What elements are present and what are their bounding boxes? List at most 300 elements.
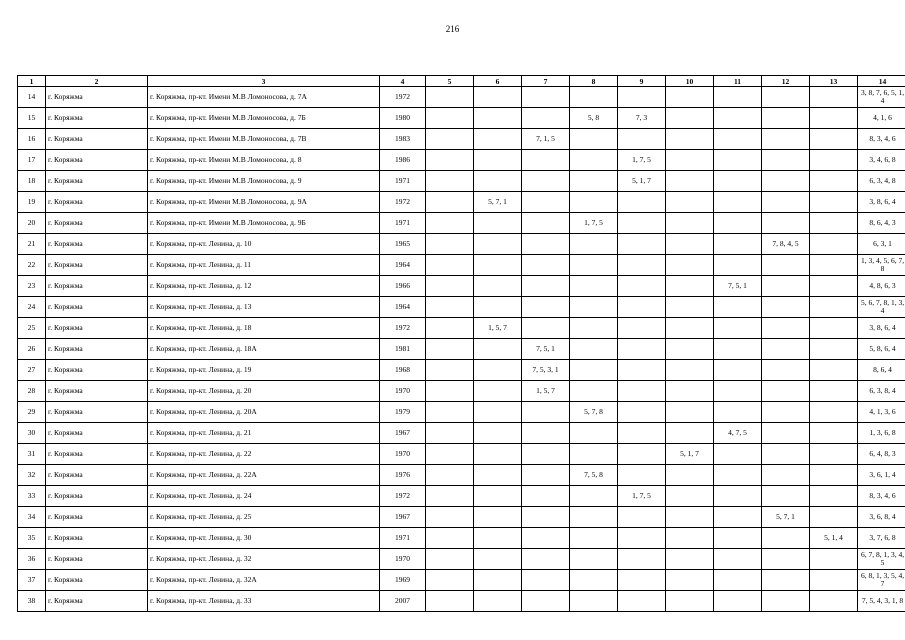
table-cell [714, 339, 762, 360]
table-cell: 4, 1, 3, 6 [858, 402, 905, 423]
year-cell: 1970 [380, 549, 426, 570]
table-cell: 8, 6, 4, 3 [858, 213, 905, 234]
table-cell [570, 549, 618, 570]
table-cell: 4, 7, 5 [714, 423, 762, 444]
column-header: 8 [570, 76, 618, 87]
city-cell: г. Коряжма [46, 444, 148, 465]
table-cell [522, 297, 570, 318]
table-cell [762, 213, 810, 234]
year-cell: 1983 [380, 129, 426, 150]
city-cell: г. Коряжма [46, 339, 148, 360]
city-cell: г. Коряжма [46, 129, 148, 150]
city-cell: г. Коряжма [46, 507, 148, 528]
table-cell [474, 129, 522, 150]
city-cell: г. Коряжма [46, 465, 148, 486]
city-cell: г. Коряжма [46, 297, 148, 318]
table-cell [570, 171, 618, 192]
table-cell [522, 108, 570, 129]
table-cell [714, 591, 762, 612]
table-cell [762, 591, 810, 612]
address-cell: г. Коряжма, пр-кт. Ленина, д. 18А [148, 339, 380, 360]
table-row [18, 171, 905, 192]
city-cell: г. Коряжма [46, 423, 148, 444]
table-cell: 4, 8, 6, 3 [858, 276, 905, 297]
table-row [18, 381, 905, 402]
table-cell [522, 150, 570, 171]
table-cell [666, 423, 714, 444]
table-cell [426, 318, 474, 339]
table-cell [618, 570, 666, 591]
table-cell [426, 150, 474, 171]
table-cell [426, 465, 474, 486]
table-cell [618, 423, 666, 444]
city-cell: г. Коряжма [46, 381, 148, 402]
address-cell: г. Коряжма, пр-кт. Имени М.В Ломоносова, д. 7А [148, 87, 380, 108]
table-cell [570, 129, 618, 150]
year-cell: 1967 [380, 423, 426, 444]
table-cell [618, 591, 666, 612]
table-cell: 3, 8, 6, 4 [858, 318, 905, 339]
table-cell [762, 486, 810, 507]
table-cell [570, 318, 618, 339]
column-header: 2 [46, 76, 148, 87]
address-cell: г. Коряжма, пр-кт. Ленина, д. 33 [148, 591, 380, 612]
table-cell [762, 381, 810, 402]
table-row [18, 276, 905, 297]
table-cell [810, 87, 858, 108]
table-cell [474, 486, 522, 507]
table-cell [426, 87, 474, 108]
table-cell [618, 297, 666, 318]
table-cell [810, 276, 858, 297]
table-cell [474, 297, 522, 318]
table-cell [762, 171, 810, 192]
year-cell: 1966 [380, 276, 426, 297]
table-cell [426, 108, 474, 129]
table-cell [426, 297, 474, 318]
table-row [18, 360, 905, 381]
column-header: 14 [858, 76, 905, 87]
city-cell: г. Коряжма [46, 528, 148, 549]
table-cell [762, 444, 810, 465]
year-cell: 1971 [380, 171, 426, 192]
table-cell [474, 465, 522, 486]
address-cell: г. Коряжма, пр-кт. Имени М.В Ломоносова, д. 9 [148, 171, 380, 192]
table-cell: 5, 1, 7 [666, 444, 714, 465]
row-number: 19 [18, 192, 46, 213]
row-number: 26 [18, 339, 46, 360]
year-cell: 1972 [380, 192, 426, 213]
row-number: 31 [18, 444, 46, 465]
table-cell: 7, 5, 8 [570, 465, 618, 486]
row-number: 33 [18, 486, 46, 507]
table-cell [618, 213, 666, 234]
address-cell: г. Коряжма, пр-кт. Имени М.В Ломоносова, д. 9Б [148, 213, 380, 234]
address-cell: г. Коряжма, пр-кт. Ленина, д. 32А [148, 570, 380, 591]
table-cell [474, 549, 522, 570]
row-number: 17 [18, 150, 46, 171]
table-row [18, 255, 905, 276]
table-row [18, 591, 905, 612]
table-cell [426, 507, 474, 528]
year-cell: 2007 [380, 591, 426, 612]
table-cell [426, 549, 474, 570]
table-cell [666, 381, 714, 402]
address-cell: г. Коряжма, пр-кт. Ленина, д. 12 [148, 276, 380, 297]
table-cell [426, 528, 474, 549]
table-cell [570, 528, 618, 549]
table-cell [666, 129, 714, 150]
table-cell [618, 87, 666, 108]
table-cell [810, 591, 858, 612]
table-cell [522, 171, 570, 192]
table-cell [522, 591, 570, 612]
column-header: 1 [18, 76, 46, 87]
table-cell [714, 570, 762, 591]
table-cell [522, 444, 570, 465]
table-cell [762, 549, 810, 570]
city-cell: г. Коряжма [46, 276, 148, 297]
table-cell [714, 213, 762, 234]
table-cell [618, 465, 666, 486]
table-cell [666, 570, 714, 591]
table-cell: 4, 1, 6 [858, 108, 905, 129]
table-cell [426, 444, 474, 465]
table-cell [810, 129, 858, 150]
row-number: 29 [18, 402, 46, 423]
address-cell: г. Коряжма, пр-кт. Ленина, д. 18 [148, 318, 380, 339]
city-cell: г. Коряжма [46, 192, 148, 213]
row-number: 27 [18, 360, 46, 381]
table-cell [570, 276, 618, 297]
city-cell: г. Коряжма [46, 402, 148, 423]
table-cell: 1, 5, 7 [522, 381, 570, 402]
table-row [18, 570, 905, 591]
address-cell: г. Коряжма, пр-кт. Имени М.В Ломоносова, д. 9А [148, 192, 380, 213]
table-cell: 3, 6, 1, 4 [858, 465, 905, 486]
table-cell [426, 381, 474, 402]
table-cell [810, 108, 858, 129]
table-cell [810, 213, 858, 234]
table-cell [474, 507, 522, 528]
table-cell [714, 528, 762, 549]
table-cell [474, 234, 522, 255]
year-cell: 1964 [380, 297, 426, 318]
table-row [18, 318, 905, 339]
table-cell [522, 318, 570, 339]
address-cell: г. Коряжма, пр-кт. Ленина, д. 30 [148, 528, 380, 549]
table-cell [666, 486, 714, 507]
row-number: 32 [18, 465, 46, 486]
table-row [18, 129, 905, 150]
table-cell: 1, 7, 5 [618, 150, 666, 171]
year-cell: 1965 [380, 234, 426, 255]
table-cell [666, 255, 714, 276]
table-row [18, 192, 905, 213]
table-cell [810, 423, 858, 444]
city-cell: г. Коряжма [46, 255, 148, 276]
table-cell [570, 360, 618, 381]
address-cell: г. Коряжма, пр-кт. Ленина, д. 20А [148, 402, 380, 423]
city-cell: г. Коряжма [46, 87, 148, 108]
table-cell [426, 255, 474, 276]
year-cell: 1968 [380, 360, 426, 381]
table-cell [618, 444, 666, 465]
table-cell [570, 87, 618, 108]
table-cell: 5, 1, 4 [810, 528, 858, 549]
row-number: 22 [18, 255, 46, 276]
table-cell [570, 423, 618, 444]
table-cell: 3, 4, 6, 8 [858, 150, 905, 171]
table-cell [666, 339, 714, 360]
table-cell [426, 360, 474, 381]
table-cell [618, 318, 666, 339]
table-cell: 5, 7, 1 [762, 507, 810, 528]
table-row [18, 297, 905, 318]
year-cell: 1972 [380, 87, 426, 108]
table-cell [522, 192, 570, 213]
table-cell [474, 255, 522, 276]
year-cell: 1972 [380, 486, 426, 507]
table-cell [618, 549, 666, 570]
table-header-row [18, 76, 905, 87]
column-header: 4 [380, 76, 426, 87]
table-cell [522, 213, 570, 234]
city-cell: г. Коряжма [46, 570, 148, 591]
row-number: 20 [18, 213, 46, 234]
column-header: 7 [522, 76, 570, 87]
table-cell [618, 507, 666, 528]
year-cell: 1970 [380, 381, 426, 402]
table-cell [426, 423, 474, 444]
table-cell: 1, 7, 5 [570, 213, 618, 234]
table-cell [810, 339, 858, 360]
table-cell [474, 423, 522, 444]
table-cell: 3, 8, 7, 6, 5, 1, 4 [858, 87, 905, 108]
table-cell [474, 213, 522, 234]
table-cell [570, 255, 618, 276]
row-number: 18 [18, 171, 46, 192]
column-header: 11 [714, 76, 762, 87]
table-cell [762, 150, 810, 171]
city-cell: г. Коряжма [46, 486, 148, 507]
table-cell: 5, 1, 7 [618, 171, 666, 192]
row-number: 36 [18, 549, 46, 570]
address-cell: г. Коряжма, пр-кт. Ленина, д. 20 [148, 381, 380, 402]
table-cell [474, 381, 522, 402]
table-cell [426, 213, 474, 234]
table-row [18, 423, 905, 444]
table-cell [762, 255, 810, 276]
table-cell [666, 150, 714, 171]
table-cell [714, 318, 762, 339]
table-cell [810, 255, 858, 276]
table-cell: 7, 1, 5 [522, 129, 570, 150]
table-cell [570, 381, 618, 402]
table-cell [762, 402, 810, 423]
year-cell: 1967 [380, 507, 426, 528]
table-cell [810, 360, 858, 381]
table-cell [522, 423, 570, 444]
table-cell [426, 192, 474, 213]
address-cell: г. Коряжма, пр-кт. Ленина, д. 13 [148, 297, 380, 318]
table-cell [522, 276, 570, 297]
row-number: 15 [18, 108, 46, 129]
table-cell [762, 297, 810, 318]
table-cell [810, 444, 858, 465]
table-cell [570, 507, 618, 528]
year-cell: 1980 [380, 108, 426, 129]
column-header: 9 [618, 76, 666, 87]
table-row [18, 213, 905, 234]
table-cell: 5, 6, 7, 8, 1, 3, 4 [858, 297, 905, 318]
city-cell: г. Коряжма [46, 318, 148, 339]
table-cell [810, 234, 858, 255]
table-cell [762, 339, 810, 360]
table-cell [426, 129, 474, 150]
city-cell: г. Коряжма [46, 234, 148, 255]
table-cell [474, 444, 522, 465]
table-cell [714, 234, 762, 255]
table-cell [522, 507, 570, 528]
table-cell: 7, 5, 1 [522, 339, 570, 360]
city-cell: г. Коряжма [46, 213, 148, 234]
table-cell [618, 360, 666, 381]
table-cell [570, 591, 618, 612]
year-cell: 1976 [380, 465, 426, 486]
table-cell [522, 549, 570, 570]
year-cell: 1970 [380, 444, 426, 465]
address-cell: г. Коряжма, пр-кт. Ленина, д. 22А [148, 465, 380, 486]
table-cell [618, 381, 666, 402]
column-header: 3 [148, 76, 380, 87]
table-cell [618, 339, 666, 360]
table-cell [522, 234, 570, 255]
row-number: 35 [18, 528, 46, 549]
table-cell [426, 591, 474, 612]
table-cell [714, 87, 762, 108]
table-cell [618, 402, 666, 423]
table-cell [522, 87, 570, 108]
table-cell [666, 528, 714, 549]
table-cell [762, 423, 810, 444]
row-number: 34 [18, 507, 46, 528]
table-cell [474, 171, 522, 192]
table-row [18, 402, 905, 423]
table-cell [714, 381, 762, 402]
table-cell [810, 171, 858, 192]
table-cell: 7, 3 [618, 108, 666, 129]
table-row [18, 339, 905, 360]
row-number: 38 [18, 591, 46, 612]
table-cell [618, 192, 666, 213]
table-cell: 6, 3, 8, 4 [858, 381, 905, 402]
year-cell: 1964 [380, 255, 426, 276]
table-row [18, 549, 905, 570]
table-cell [762, 570, 810, 591]
table-cell: 6, 3, 4, 8 [858, 171, 905, 192]
table-cell [570, 444, 618, 465]
table-cell [426, 234, 474, 255]
table-cell: 5, 8 [570, 108, 618, 129]
table-cell [570, 486, 618, 507]
table-cell [426, 171, 474, 192]
table-cell [666, 171, 714, 192]
table-cell [522, 402, 570, 423]
table-cell: 3, 7, 6, 8 [858, 528, 905, 549]
city-cell: г. Коряжма [46, 150, 148, 171]
table-cell: 6, 3, 1 [858, 234, 905, 255]
table-cell: 7, 5, 1 [714, 276, 762, 297]
table-row [18, 108, 905, 129]
row-number: 16 [18, 129, 46, 150]
table-row [18, 234, 905, 255]
address-cell: г. Коряжма, пр-кт. Ленина, д. 21 [148, 423, 380, 444]
table-cell: 1, 5, 7 [474, 318, 522, 339]
year-cell: 1979 [380, 402, 426, 423]
table-cell [522, 255, 570, 276]
table-cell [714, 360, 762, 381]
table-row [18, 507, 905, 528]
address-cell: г. Коряжма, пр-кт. Ленина, д. 25 [148, 507, 380, 528]
table-cell [618, 129, 666, 150]
row-number: 21 [18, 234, 46, 255]
table-cell [666, 234, 714, 255]
address-cell: г. Коряжма, пр-кт. Имени М.В Ломоносова, д. 8 [148, 150, 380, 171]
page-number: 216 [445, 24, 460, 34]
table-cell [714, 297, 762, 318]
table-cell [810, 318, 858, 339]
table-cell [762, 360, 810, 381]
table-cell: 6, 7, 8, 1, 3, 4, 5 [858, 549, 905, 570]
table-cell [810, 192, 858, 213]
table-cell [522, 528, 570, 549]
table-cell: 7, 5, 3, 1 [522, 360, 570, 381]
table-cell: 8, 6, 4 [858, 360, 905, 381]
buildings-table [17, 75, 905, 612]
year-cell: 1986 [380, 150, 426, 171]
address-cell: г. Коряжма, пр-кт. Имени М.В Ломоносова, д. 7Б [148, 108, 380, 129]
table-cell [762, 108, 810, 129]
table-cell [714, 507, 762, 528]
table-cell [714, 108, 762, 129]
table-cell [666, 108, 714, 129]
column-header: 5 [426, 76, 474, 87]
table-cell [666, 192, 714, 213]
column-header: 12 [762, 76, 810, 87]
table-cell [426, 339, 474, 360]
table-cell [570, 570, 618, 591]
table-cell [810, 570, 858, 591]
table-cell [666, 549, 714, 570]
table-cell [666, 507, 714, 528]
column-header: 10 [666, 76, 714, 87]
table-cell [474, 87, 522, 108]
table-cell [474, 591, 522, 612]
table-cell [762, 318, 810, 339]
table-cell [714, 150, 762, 171]
table-cell: 7, 5, 4, 3, 1, 8 [858, 591, 905, 612]
table-cell [666, 276, 714, 297]
row-number: 28 [18, 381, 46, 402]
table-cell [714, 255, 762, 276]
table-cell [426, 486, 474, 507]
table-cell [522, 465, 570, 486]
year-cell: 1969 [380, 570, 426, 591]
row-number: 24 [18, 297, 46, 318]
city-cell: г. Коряжма [46, 549, 148, 570]
table-cell [666, 318, 714, 339]
